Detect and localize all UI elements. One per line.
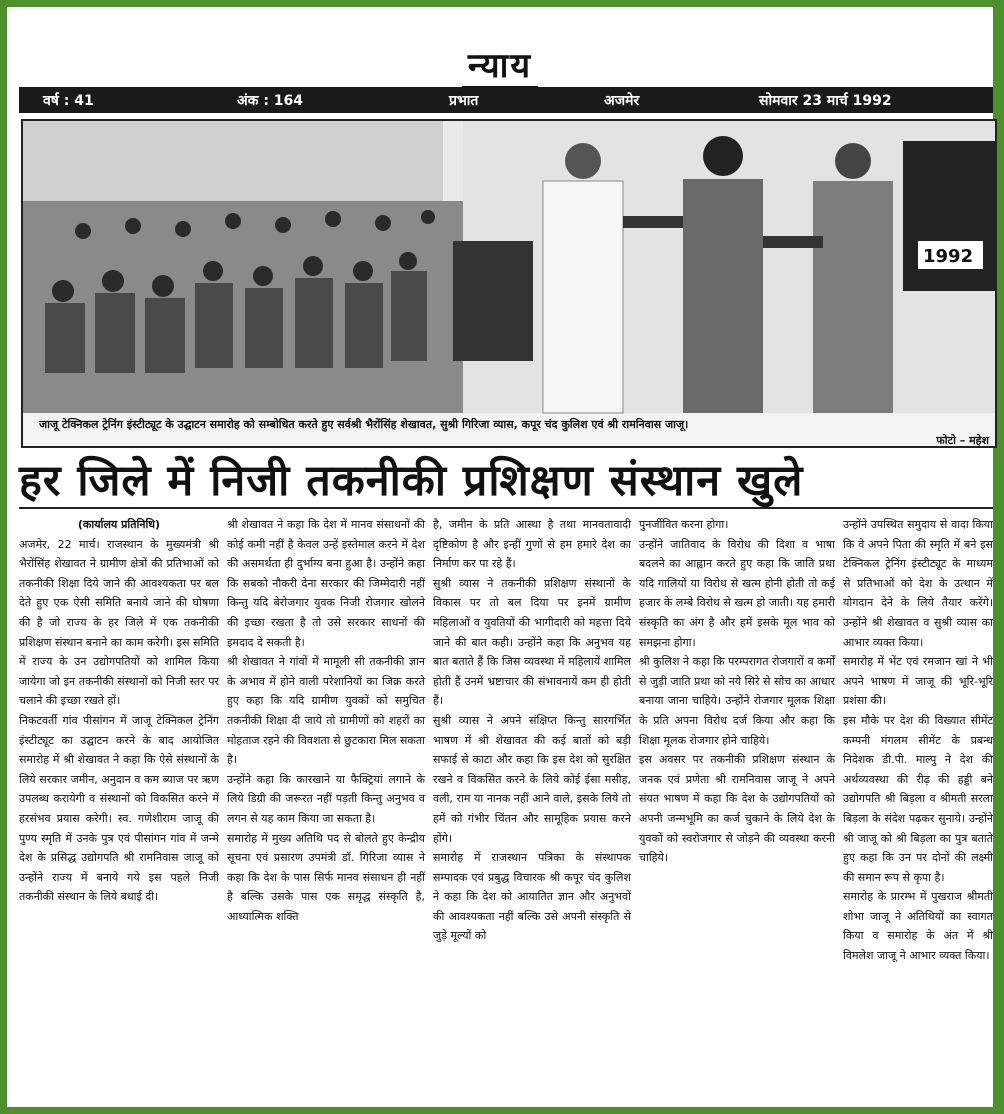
column-paragraph: समारोह के प्रारम्भ में पुखराज श्रीमती शोभा जाजू ने अतिथियों का स्वागत किया व समारोह के अंत में श्री विमलेश जाजू ने आभार व्यक्त किया। (843, 890, 993, 963)
column-paragraph: सुश्री व्यास ने तकनीकी प्रशिक्षण संस्थानों के विकास पर तो बल दिया पर इनमें ग्रामीण महिलाओं व युवतियों की भागीदारी को महत्ता दिये जाने की बात कही। उन्होंने कहा कि अनुभव यह बात बताते हैं कि जिस व्यवस्था में महिलायें शामिल होती हैं उनमें भ्रष्टाचार की संभावनायें कम ही होती हैं। (433, 576, 631, 708)
news-photo (21, 119, 997, 448)
column-paragraph: श्री शेखावत ने गांवों में मामूली सी तकनीकी ज्ञान के अभाव में होने वाली परेशानियों का जिक्र करते हुए कहा कि यदि ग्रामीण युवकों को समुचित तकनीकी शिक्षा दी जाये तो ग्रामीणों को शहरों का मोहताज रहने की विवशता से छुटकारा मिल सकता है। (227, 655, 425, 767)
headline: हर जिले में निजी तकनीकी प्रशिक्षण संस्थान खुले (19, 456, 804, 506)
column-paragraph: इस मौके पर देश की विख्यात सीमेंट कम्पनी मंगलम सीमेंट के प्रबन्ध निदेशक डी.पी. माल्पु ने देश की अर्थव्यवस्था की रीढ़ की हड्डी बने उद्योगपति श्री बिड़ला व श्रीमती सरला बिड़ला के संदेश पढ़कर सुनाये। उन्होंने श्री जाजू को श्री बिड़ला का पुत्र बताते हुए कहा कि उन पर दोनों की लक्ष्मी की समान रूप से कृपा है। (843, 713, 993, 884)
byline: (कार्यालय प्रतिनिधि) (77, 518, 161, 531)
column-paragraph: उन्होंने उपस्थित समुदाय से वादा किया कि वे अपने पिता की स्मृति में बने इस टेक्निकल ट्रेनिंग इंस्टीट्यूट के माध्यम से प्रतिभाओं को देश के उत्थान में योगदान देने के लिये तैयार करेंगे। उन्होंने श्री शेखावत व सुश्री व्यास का आभार व्यक्त किया। (843, 518, 993, 649)
dateline-bar (19, 87, 993, 113)
dateline-city: अजमेर (604, 93, 640, 109)
column-paragraph: उन्होंने कहा कि कारखाने या फैक्ट्रियां लगाने के लिये डिग्री की जरूरत नहीं पड़ती किन्तु अनुभव व लगन से यह काम किया जा सकता है। (227, 772, 425, 825)
column-paragraph: समारोह में भेंट एवं रमजान खां ने भी अपने भाषण में जाजू की भूरि-भूरि प्रशंसा की। (843, 655, 993, 708)
publication-date: सोमवार 23 मार्च 1992 (759, 93, 892, 109)
column-paragraph: श्री शेखावत ने कहा कि देश में मानव संसाधनों की कोई कमी नहीं है केवल उन्हें इस्तेमाल करने में देश की असमर्थता ही दुर्भाग्य बना हुआ है। उन्होंने कहा कि सबको नौकरी देना सरकार की जिम्मेदारी नहीं किन्तु यदि बेरोजगार युवक निजी रोजगार खोलने की इच्छा रखता है तो उसे सरकार साधनों की इमदाद दे सकती है। (227, 518, 425, 649)
photo-credit: फोटो – महेश (936, 434, 989, 447)
article-column-4 (639, 515, 835, 935)
column-paragraph: समारोह में मुख्य अतिथि पद से बोलते हुए केन्द्रीय सूचना एवं प्रसारण उपमंत्री डॉ. गिरिजा व्यास ने कहा कि देश के पास सिर्फ मानव संसाधन ही नहीं है बल्कि उसके पास एक समृद्ध संस्कृति है, आध्यात्मिक शक्ति (227, 831, 425, 923)
column-paragraph: समारोह में राजस्थान पत्रिका के संस्थापक सम्पादक एवं प्रबुद्ध विचारक श्री कपूर चंद कुलिश ने कहा कि देश को आयातित ज्ञान और अनुभवों की आवश्यकता नहीं बल्कि उसे अपनी संस्कृति से जुड़े मूल्यों को (433, 851, 631, 943)
event-photo-illustration (23, 121, 995, 413)
article-column-5 (843, 515, 993, 963)
column-paragraph: सुश्री व्यास ने अपने संक्षिप्त किन्तु सारगर्भित भाषण में श्री शेखावत की कई बातों को बड़ी सफाई से काटा और कहा कि इस देश को सुरक्षित रखने व विकसित करने के लिये कोई ईसा मसीह, वली, राम या नानक नहीं आने वाले, इसके लिये तो हमें को गंभीर चिंतन और सामूहिक प्रयास करने होंगे। (433, 713, 631, 845)
column-paragraph: उन्होंने जातिवाद के विरोध की दिशा व भाषा बदलने का आह्वान करते हुए कहा कि जाति प्रथा यदि गालियों या विरोध से खत्म होनी होती तो कई हजार के लम्बे विरोध से खत्म हो जाती। यह हमारी संस्कृति का अंग है और हमें इसके मूल भाव को समझना होगा। (639, 537, 835, 649)
banner-year-text: 1992 (923, 246, 974, 267)
edition-name: प्रभात (449, 93, 479, 109)
article-column-1 (19, 515, 219, 915)
column-paragraph: अजमेर, 22 मार्च। राजस्थान के मुख्यमंत्री श्री भैरोंसिंह शेखावत ने ग्रामीण क्षेत्रों की प्रतिभाओं को तकनीकी शिक्षा दिये जाने की आवश्यकता पर बल देते हुए एक ऐसी समिति बनाये जाने की घोषणा की है जो राज्य के हर जिले में एक तकनीकी प्रशिक्षण संस्थान बनाने का काम करेगी। इस समिति में राज्य के उन उद्योगपतियों को शामिल किया जायेगा जो इन तकनीकी संस्थानों को निजी स्तर पर चलाने की इच्छा रखते हों। (19, 537, 219, 708)
headline-rule (19, 507, 993, 509)
article-column-2 (227, 515, 425, 925)
volume-number: वर्ष : 41 (43, 93, 94, 109)
column-paragraph: पुनर्जीवित करना होगा। (639, 518, 729, 531)
article-column-3 (433, 515, 631, 943)
issue-number: अंक : 164 (237, 93, 304, 109)
column-paragraph: श्री कुलिश ने कहा कि परम्परागत रोजगारों व कर्मों से जुड़ी जाति प्रथा को नये सिरे से सोच का आधार बनाया जाना चाहिये। उन्होंने रोजगार मूलक शिक्षा के प्रति अपना विरोध दर्ज किया और कहा कि शिक्षा मूलक रोजगार होने चाहिये। (639, 655, 835, 747)
masthead (7, 41, 993, 87)
photo-caption: जाजू टेक्निकल ट्रेनिंग इंस्टीट्यूट के उद्घाटन समारोह को सम्बोधित करते हुए सर्वश्री भैरोंसिंह शेखावत, सुश्री गिरिजा व्यास, कपूर चंद कुलिश एवं श्री रामनिवास जाजू। (39, 418, 689, 431)
column-paragraph: है, जमीन के प्रति आस्था है तथा मानवतावादी दृष्टिकोण है और इन्हीं गुणों से हम हमारे देश का निर्माण कर पा रहे हैं। (433, 518, 631, 571)
column-paragraph: इस अवसर पर तकनीकी प्रशिक्षण संस्थान के जनक एवं प्रणेता श्री रामनिवास जाजू ने अपने संयत भाषण में कहा कि देश के उद्योगपतियों को अपनी जन्मभूमि का कर्ज चुकाने के लिये देश के युवकों को स्वरोजगार से जोड़ने की व्यवस्था करनी चाहिये। (639, 753, 835, 865)
column-paragraph: निकटवर्ती गांव पीसांगन में जाजू टेक्निकल ट्रेनिंग इंस्टीट्यूट का उद्घाटन करने के बाद आयोजित समारोह में श्री शेखावत ने कहा कि ऐसे संस्थानों के लिये सरकार जमीन, अनुदान व कम ब्याज पर ऋण उपलब्ध करायेगी व संस्थानों को विकसित करने में हरसंभव प्रयास करेगी। स्व. गणेशीराम जाजू की पुण्य स्मृति में उनके पुत्र एवं पीसांगन गांव में जन्मे देश के प्रसिद्ध उद्योगपति श्री रामनिवास जाजू को उन्होंने राज्य में बनाये गये इस पहले निजी तकनीकी संस्थान के लिये बधाई दी। (19, 713, 219, 904)
newspaper-clipping (7, 7, 993, 1107)
masthead-title: न्याय (462, 46, 538, 89)
